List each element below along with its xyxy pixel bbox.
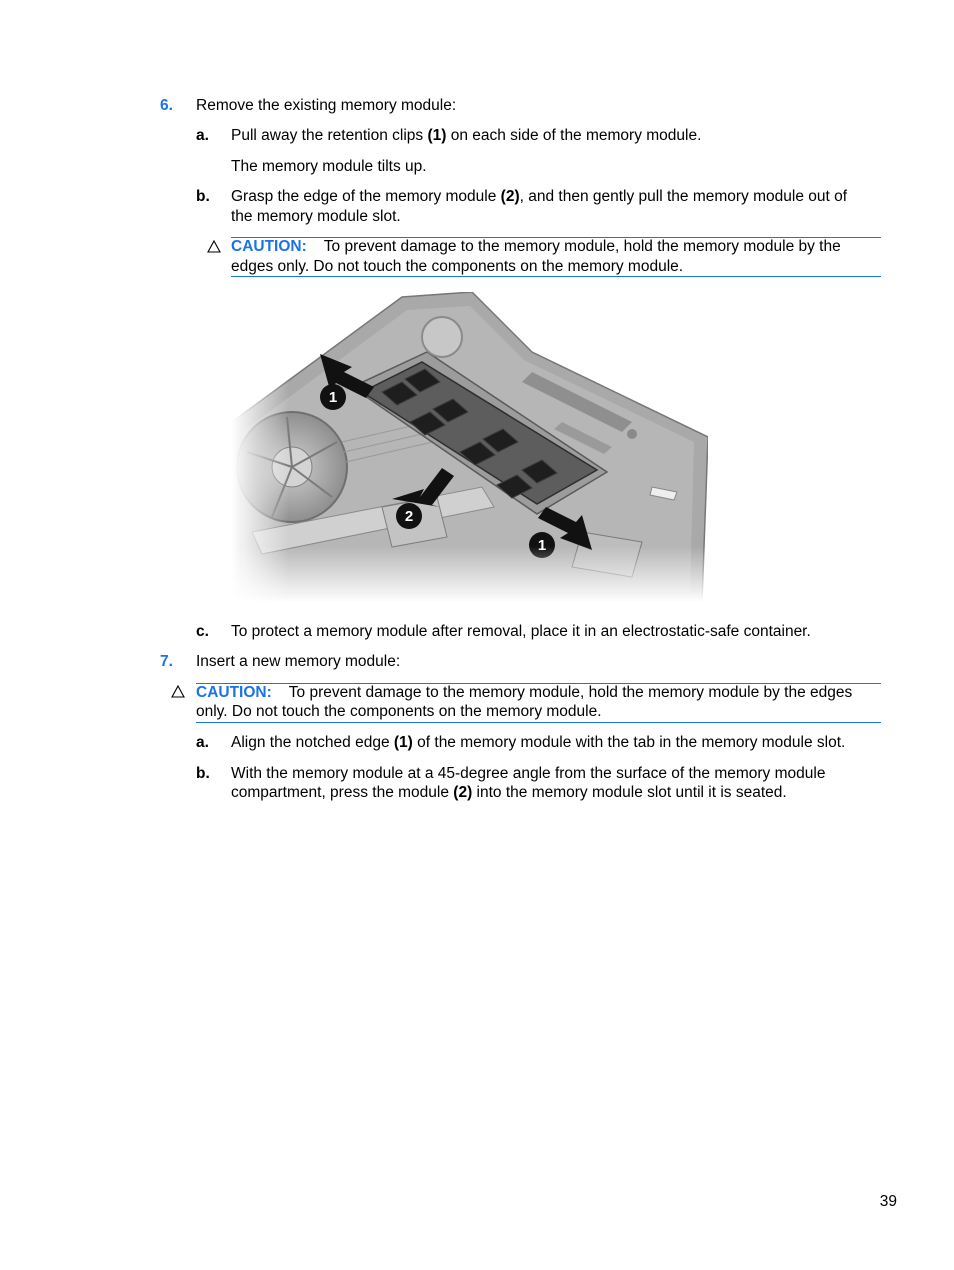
caution-triangle-icon: [207, 240, 221, 253]
step-6-text: Remove the existing memory module:: [196, 97, 457, 114]
step-7a-letter: a.: [196, 734, 209, 751]
caution-text-line2: edges only. Do not touch the components on the memory module.: [231, 258, 684, 275]
caution-box: [231, 237, 841, 257]
caution-2-box: [196, 683, 852, 703]
step-7a-text: Align the notched edge (1) of the memory module with the tab in the memory module slot.: [231, 734, 846, 751]
step-7b-text-line2: compartment, press the module (2) into the memory module slot until it is seated.: [231, 784, 787, 801]
step-6a-note: The memory module tilts up.: [231, 158, 427, 175]
step-6b-text-line2: the memory module slot.: [231, 208, 401, 225]
step-7-text: Insert a new memory module:: [196, 653, 401, 670]
step-6b-text: Grasp the edge of the memory module (2), and then gently pull the memory module out of: [231, 188, 848, 205]
memory-module-removal-figure: [232, 292, 708, 602]
step-7-number: 7.: [160, 653, 173, 670]
caution-label: CAUTION:: [231, 238, 307, 255]
caution-2-bottom-rule: [196, 722, 881, 723]
step-7b-letter: b.: [196, 765, 210, 782]
caution-2-text-line2: only. Do not touch the components on the memory module.: [196, 703, 602, 720]
step-6c-text: To protect a memory module after removal, place it in an electrostatic-safe container.: [231, 623, 811, 640]
step-6a-letter: a.: [196, 127, 209, 144]
caution-2-label: CAUTION:: [196, 684, 272, 701]
page-number: 39: [879, 1193, 897, 1210]
step-6a-text: Pull away the retention clips (1) on each side of the memory module.: [231, 127, 702, 144]
step-6b-letter: b.: [196, 188, 210, 205]
step-6-number: 6.: [160, 97, 173, 114]
caution-bottom-rule: [231, 276, 881, 277]
caution-2-text: To prevent damage to the memory module, hold the memory module by the edges: [288, 684, 853, 701]
caution-2-triangle-icon: [171, 685, 185, 698]
caution-text: To prevent damage to the memory module, hold the memory module by the: [323, 238, 841, 255]
step-6c-letter: c.: [196, 623, 209, 640]
step-7b-text: With the memory module at a 45-degree angle from the surface of the memory module: [231, 765, 826, 782]
